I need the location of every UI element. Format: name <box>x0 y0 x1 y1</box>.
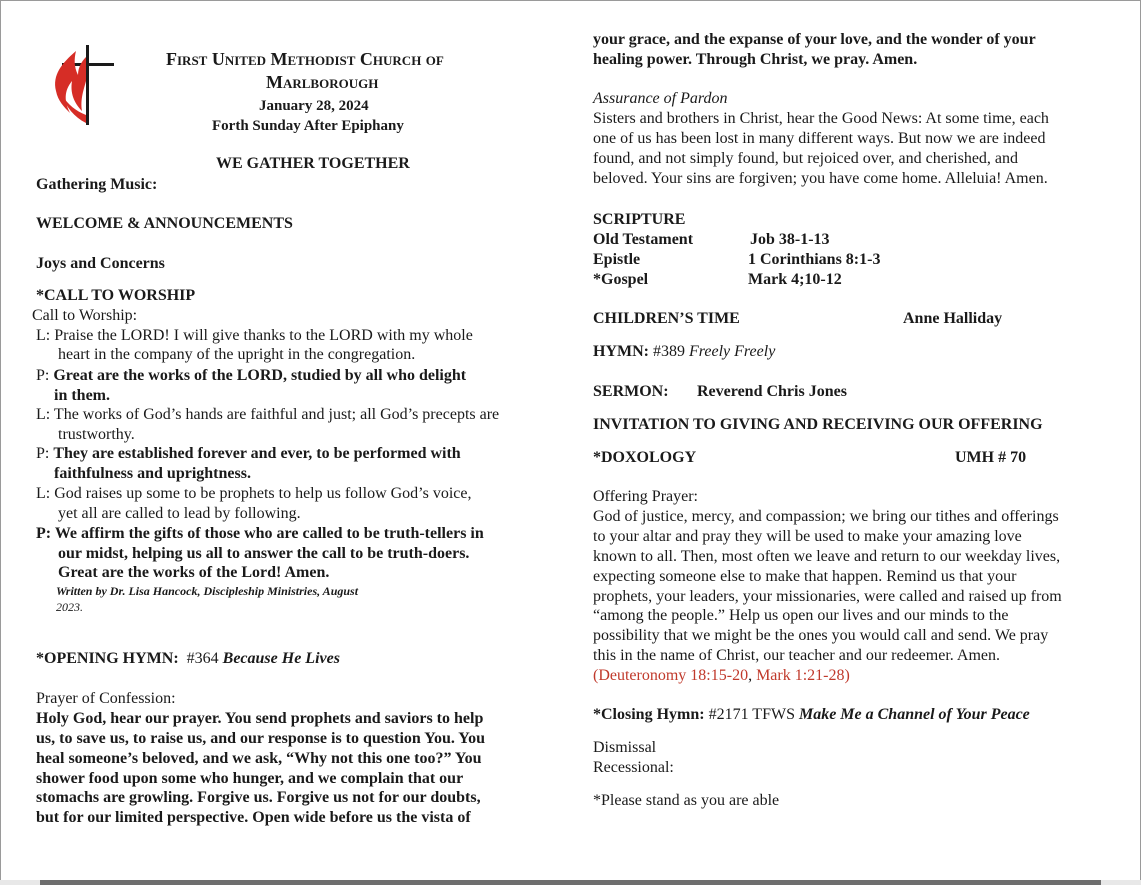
doxology-label: *DOXOLOGY <box>593 449 697 466</box>
confession-line: but for our limited perspective. Open wide before us the vista of <box>36 809 471 826</box>
litany-people-2a: P: They are established forever and ever, to be performed with <box>36 445 461 462</box>
reference-link-deuteronomy[interactable]: Deuteronomy 18:15-20 <box>598 667 749 684</box>
offering-line: this in the name of Christ, our teacher and our redeemer. Amen. <box>593 647 1000 664</box>
offering-line: possibility that we might be the ones you would call and send. We pray <box>593 627 1049 644</box>
scripture-label: Old Testament <box>593 231 694 248</box>
litany-leader-3b: yet all are called to lead by following. <box>58 505 301 522</box>
assurance-line: one of us has been lost in many different ways. But now we are indeed <box>593 130 1046 147</box>
confession-heading: Prayer of Confession: <box>36 690 176 707</box>
sermon-preacher: Reverend Chris Jones <box>697 383 847 400</box>
confession-line: stomachs are growling. Forgive us. Forgive us not for our doubts, <box>36 789 481 806</box>
service-date: January 28, 2024 <box>259 98 369 114</box>
joys-heading: Joys and Concerns <box>36 255 165 272</box>
confession-continued-line: your grace, and the expanse of your love, and the wonder of your <box>593 31 1036 48</box>
church-name-line2: Marlborough <box>266 72 379 92</box>
offering-line: known to all. Then, most often we leave and return to our weekday lives, <box>593 548 1061 565</box>
litany-people-3b: our midst, helping us all to answer the call to be truth-doers. <box>58 545 470 562</box>
litany-people-1a: P: Great are the works of the LORD, studied by all who delight <box>36 367 467 384</box>
offering-invitation: INVITATION TO GIVING AND RECEIVING OUR OFFERING <box>593 416 1043 433</box>
call-to-worship-heading: *CALL TO WORSHIP <box>36 287 196 304</box>
scrollbar[interactable] <box>40 880 1101 885</box>
confession-line: Holy God, hear our prayer. You send prophets and saviors to help <box>36 710 484 727</box>
bottom-scroll-shade <box>0 880 1141 885</box>
gather-heading: WE GATHER TOGETHER <box>216 155 410 172</box>
church-name-line1: First United Methodist Church of <box>166 49 444 69</box>
assurance-line: beloved. Your sins are forgiven; you have come home. Alleluia! Amen. <box>593 170 1048 187</box>
assurance-heading: Assurance of Pardon <box>593 90 728 107</box>
scripture-heading: SCRIPTURE <box>593 211 686 228</box>
litany-credit-1: Written by Dr. Lisa Hancock, Discipleship Ministries, August <box>56 584 359 598</box>
confession-continued-line: healing power. Through Christ, we pray. Amen. <box>593 51 918 68</box>
dismissal: Dismissal <box>593 739 657 756</box>
cross-and-flame-logo <box>48 45 118 127</box>
scripture-ref: Mark 4;10-12 <box>748 271 842 288</box>
doxology-number: UMH # 70 <box>955 449 1027 466</box>
assurance-line: found, and not simply found, but rejoiced over, and cherished, and <box>593 150 1019 167</box>
scripture-ref: 1 Corinthians 8:1-3 <box>748 251 881 268</box>
offering-line: God of justice, mercy, and compassion; we bring our tithes and offerings <box>593 508 1059 525</box>
offering-heading: Offering Prayer: <box>593 488 698 505</box>
scripture-label: *Gospel <box>593 271 649 288</box>
childrens-time-leader: Anne Halliday <box>903 310 1003 327</box>
litany-people-2b: faithfulness and uprightness. <box>54 465 251 482</box>
litany-leader-1b: heart in the company of the upright in the congregation. <box>58 346 416 363</box>
litany-credit-2: 2023. <box>56 600 83 614</box>
recessional: Recessional: <box>593 759 674 776</box>
offering-line: prophets, your leaders, your missionaries, were called and raised up from <box>593 588 1062 605</box>
scripture-label: Epistle <box>593 251 641 268</box>
childrens-time-label: CHILDREN’S TIME <box>593 310 740 327</box>
litany-leader-3a: L: God raises up some to be prophets to help us follow God’s voice, <box>36 485 472 502</box>
offering-line: “among the people.” Help us open our lives and our minds to the <box>593 607 1009 624</box>
reference-link-mark[interactable]: Mark 1:21-28 <box>756 667 845 684</box>
stand-note: *Please stand as you are able <box>593 792 780 809</box>
confession-line: heal someone’s beloved, and we ask, “Why not this one too?” You <box>36 750 482 767</box>
litany-people-3c: Great are the works of the Lord! Amen. <box>58 564 330 581</box>
litany-leader-1a: L: Praise the LORD! I will give thanks to the LORD with my whole <box>36 327 473 344</box>
scripture-ref: Job 38-1-13 <box>750 231 830 248</box>
offering-line: to your altar and pray they will be used to make your amazing love <box>593 528 1022 545</box>
confession-line: us, to save us, to raise us, and our response is to question You. You <box>36 730 485 747</box>
call-to-worship-sub: Call to Worship: <box>32 307 138 324</box>
sermon-label: SERMON: <box>593 383 669 400</box>
hymn: HYMN: #389 Freely Freely <box>593 343 776 360</box>
litany-people-3a: P: We affirm the gifts of those who are called to be truth-tellers in <box>36 525 484 542</box>
opening-hymn: *OPENING HYMN: #364 Because He Lives <box>36 650 340 667</box>
litany-leader-2a: L: The works of God’s hands are faithful and just; all God’s precepts are <box>36 406 500 423</box>
litany-leader-2b: trustworthy. <box>58 426 135 443</box>
gathering-music: Gathering Music: <box>36 176 158 193</box>
assurance-line: Sisters and brothers in Christ, hear the Good News: At some time, each <box>593 110 1049 127</box>
scripture-references: (Deuteronomy 18:15-20, Mark 1:21-28) <box>593 667 850 684</box>
confession-line: shower food upon some who hunger, and we complain that our <box>36 770 464 787</box>
welcome-heading: WELCOME & ANNOUNCEMENTS <box>36 215 293 232</box>
sunday-name: Forth Sunday After Epiphany <box>212 118 404 134</box>
closing-hymn: *Closing Hymn: #2171 TFWS Make Me a Channel of Your Peace <box>593 706 1030 723</box>
litany-people-1b: in them. <box>54 387 110 404</box>
offering-line: expecting someone else to make that happen. Remind us that your <box>593 568 1017 585</box>
